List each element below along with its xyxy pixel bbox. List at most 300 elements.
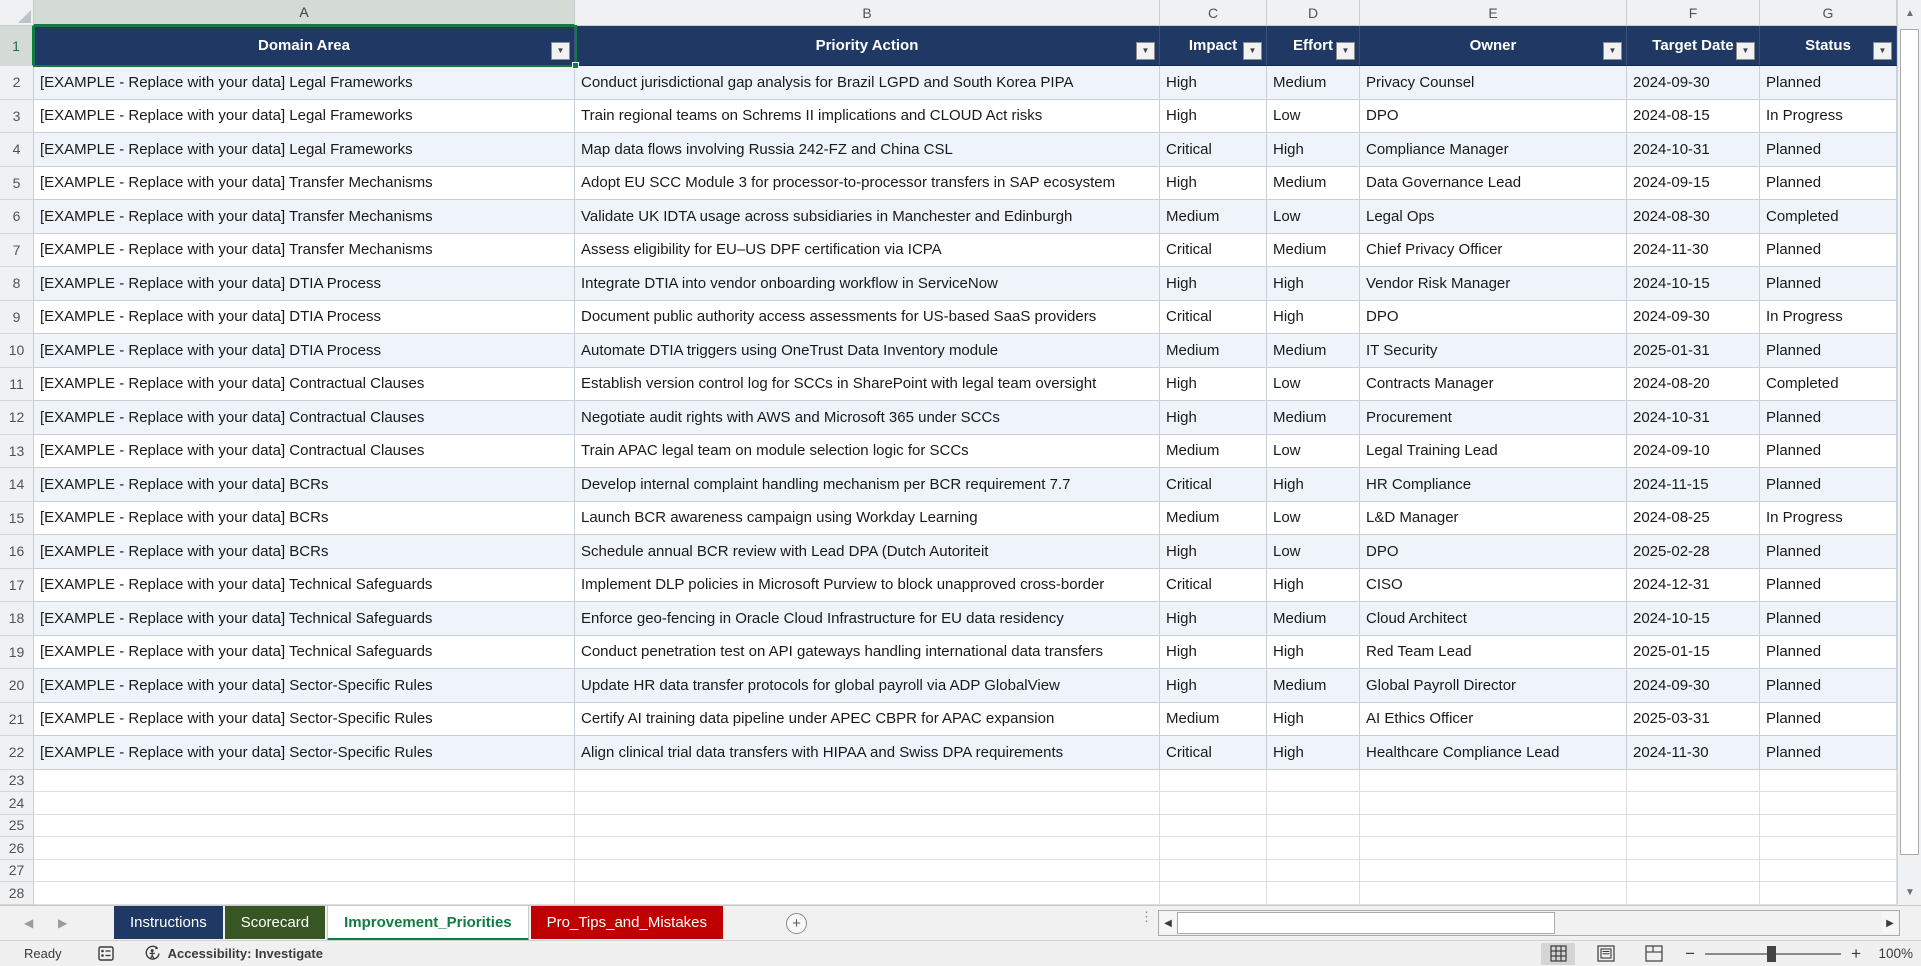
zoom-out-button[interactable]: −: [1685, 944, 1696, 963]
data-cell[interactable]: Legal Ops: [1360, 200, 1627, 234]
row-header-22[interactable]: 22: [0, 736, 34, 770]
empty-cell[interactable]: [1627, 770, 1760, 793]
empty-cell[interactable]: [1267, 860, 1360, 883]
data-cell[interactable]: [EXAMPLE - Replace with your data] Legal Frameworks: [34, 100, 575, 134]
tab-scroll-left-icon[interactable]: ◀: [24, 916, 34, 930]
data-cell[interactable]: [EXAMPLE - Replace with your data] Sector-Specific Rules: [34, 736, 575, 770]
row-header-20[interactable]: 20: [0, 669, 34, 703]
row-header-24[interactable]: 24: [0, 792, 34, 815]
data-cell[interactable]: High: [1267, 133, 1360, 167]
data-cell[interactable]: Low: [1267, 200, 1360, 234]
data-cell[interactable]: Planned: [1760, 435, 1897, 469]
data-cell[interactable]: [EXAMPLE - Replace with your data] Sector-Specific Rules: [34, 669, 575, 703]
empty-cell[interactable]: [1627, 837, 1760, 860]
data-cell[interactable]: Planned: [1760, 636, 1897, 670]
row-header-1[interactable]: 1: [0, 26, 34, 66]
data-cell[interactable]: [EXAMPLE - Replace with your data] Technical Safeguards: [34, 602, 575, 636]
empty-cell[interactable]: [1627, 792, 1760, 815]
data-cell[interactable]: Planned: [1760, 703, 1897, 737]
column-header-G[interactable]: G: [1760, 0, 1897, 26]
data-cell[interactable]: High: [1267, 468, 1360, 502]
data-cell[interactable]: Medium: [1267, 401, 1360, 435]
scroll-up-arrow-icon[interactable]: ▲: [1899, 1, 1921, 25]
empty-row: [0, 860, 1897, 883]
header-cell-target-date[interactable]: Target Date ▼: [1627, 26, 1760, 66]
data-cell[interactable]: Planned: [1760, 234, 1897, 268]
scroll-right-arrow-icon[interactable]: ▶: [1882, 912, 1898, 934]
row-header-3[interactable]: 3: [0, 100, 34, 134]
data-cell[interactable]: DPO: [1360, 535, 1627, 569]
table-row: [0, 569, 1897, 603]
data-cell[interactable]: HR Compliance: [1360, 468, 1627, 502]
data-cell[interactable]: L&D Manager: [1360, 502, 1627, 536]
row-header-9[interactable]: 9: [0, 301, 34, 335]
data-cell[interactable]: 2025-03-31: [1627, 703, 1760, 737]
column-header-C[interactable]: C: [1160, 0, 1267, 26]
filter-dropdown-button[interactable]: [1736, 42, 1755, 60]
macro-record-icon[interactable]: [98, 946, 115, 962]
data-cell[interactable]: Completed: [1760, 368, 1897, 402]
data-cell[interactable]: [EXAMPLE - Replace with your data] Transfer Mechanisms: [34, 200, 575, 234]
row-header-2[interactable]: 2: [0, 66, 34, 100]
empty-cell[interactable]: [575, 882, 1160, 905]
row-header-26[interactable]: 26: [0, 837, 34, 860]
data-cell[interactable]: Update HR data transfer protocols for global payroll via ADP GlobalView: [575, 669, 1160, 703]
data-cell[interactable]: [EXAMPLE - Replace with your data] Technical Safeguards: [34, 636, 575, 670]
data-cell[interactable]: Critical: [1160, 569, 1267, 603]
data-cell[interactable]: Medium: [1267, 669, 1360, 703]
data-cell[interactable]: Medium: [1267, 334, 1360, 368]
data-cell[interactable]: Document public authority access assessments for US-based SaaS providers: [575, 301, 1160, 335]
filter-arrow-icon: ▼: [1608, 46, 1617, 55]
empty-cell[interactable]: [1760, 860, 1897, 883]
data-cell[interactable]: High: [1267, 569, 1360, 603]
data-cell[interactable]: High: [1160, 100, 1267, 134]
sheet-tab-instructions[interactable]: Instructions: [114, 906, 223, 939]
data-cell[interactable]: [EXAMPLE - Replace with your data] BCRs: [34, 468, 575, 502]
data-cell[interactable]: [EXAMPLE - Replace with your data] BCRs: [34, 502, 575, 536]
data-cell[interactable]: 2024-11-30: [1627, 234, 1760, 268]
data-cell[interactable]: [EXAMPLE - Replace with your data] Legal Frameworks: [34, 66, 575, 100]
data-cell[interactable]: IT Security: [1360, 334, 1627, 368]
empty-cell[interactable]: [1267, 770, 1360, 793]
filter-arrow-icon: ▼: [556, 46, 565, 55]
data-cell[interactable]: Develop internal complaint handling mechanism per BCR requirement 7.7: [575, 468, 1160, 502]
data-cell[interactable]: Medium: [1267, 602, 1360, 636]
data-cell[interactable]: 2025-01-15: [1627, 636, 1760, 670]
data-cell[interactable]: High: [1160, 167, 1267, 201]
row-header-27[interactable]: 27: [0, 860, 34, 883]
page-break-preview-button[interactable]: [1637, 943, 1671, 965]
empty-cell[interactable]: [1760, 882, 1897, 905]
data-cell[interactable]: In Progress: [1760, 301, 1897, 335]
empty-cell[interactable]: [1627, 815, 1760, 838]
header-cell-impact[interactable]: Impact ▼: [1160, 26, 1267, 66]
sheet-tab-scorecard[interactable]: Scorecard: [225, 906, 325, 939]
table-row: [0, 100, 1897, 134]
header-cell-owner[interactable]: Owner ▼: [1360, 26, 1627, 66]
empty-cell[interactable]: [34, 837, 575, 860]
header-cell-domain-area[interactable]: Domain Area ▼: [34, 26, 575, 66]
empty-cell[interactable]: [34, 770, 575, 793]
empty-cell[interactable]: [1360, 837, 1627, 860]
empty-cell[interactable]: [1360, 860, 1627, 883]
data-cell[interactable]: High: [1267, 636, 1360, 670]
data-cell[interactable]: 2024-09-10: [1627, 435, 1760, 469]
data-cell[interactable]: 2024-11-30: [1627, 736, 1760, 770]
row-header-6[interactable]: 6: [0, 200, 34, 234]
tab-splitter-grip[interactable]: ⋮: [1140, 909, 1153, 924]
data-cell[interactable]: Critical: [1160, 736, 1267, 770]
data-cell[interactable]: Launch BCR awareness campaign using Workday Learning: [575, 502, 1160, 536]
data-cell[interactable]: Planned: [1760, 535, 1897, 569]
data-cell[interactable]: 2024-08-30: [1627, 200, 1760, 234]
data-cell[interactable]: Automate DTIA triggers using OneTrust Data Inventory module: [575, 334, 1160, 368]
empty-cell[interactable]: [1360, 770, 1627, 793]
data-cell[interactable]: Low: [1267, 502, 1360, 536]
data-cell[interactable]: Medium: [1160, 334, 1267, 368]
data-cell[interactable]: [EXAMPLE - Replace with your data] Contractual Clauses: [34, 368, 575, 402]
data-cell[interactable]: Planned: [1760, 133, 1897, 167]
header-cell-priority-action[interactable]: Priority Action ▼: [575, 26, 1160, 66]
data-cell[interactable]: Global Payroll Director: [1360, 669, 1627, 703]
filter-arrow-icon: ▼: [1341, 46, 1350, 55]
data-cell[interactable]: Integrate DTIA into vendor onboarding workflow in ServiceNow: [575, 267, 1160, 301]
data-cell[interactable]: Low: [1267, 368, 1360, 402]
empty-cell[interactable]: [1760, 837, 1897, 860]
column-headers: [0, 0, 1897, 26]
zoom-in-button[interactable]: +: [1851, 944, 1861, 963]
scroll-down-arrow-icon[interactable]: ▼: [1899, 880, 1921, 904]
data-cell[interactable]: [EXAMPLE - Replace with your data] Sector-Specific Rules: [34, 703, 575, 737]
data-cell[interactable]: Medium: [1160, 703, 1267, 737]
data-cell[interactable]: Low: [1267, 100, 1360, 134]
empty-cell[interactable]: [575, 837, 1160, 860]
data-cell[interactable]: Planned: [1760, 468, 1897, 502]
data-cell[interactable]: High: [1160, 267, 1267, 301]
column-header-E[interactable]: E: [1360, 0, 1627, 26]
vertical-scrollbar[interactable]: [1897, 0, 1921, 905]
filter-dropdown-button[interactable]: [551, 42, 570, 60]
data-cell[interactable]: Planned: [1760, 569, 1897, 603]
horizontal-scrollbar[interactable]: [1158, 910, 1900, 936]
empty-cell[interactable]: [575, 792, 1160, 815]
table-row: [0, 669, 1897, 703]
row-header-19[interactable]: 19: [0, 636, 34, 670]
data-cell[interactable]: [EXAMPLE - Replace with your data] BCRs: [34, 535, 575, 569]
data-cell[interactable]: Implement DLP policies in Microsoft Purview to block unapproved cross-border: [575, 569, 1160, 603]
data-cell[interactable]: [EXAMPLE - Replace with your data] Contractual Clauses: [34, 401, 575, 435]
empty-cell[interactable]: [1627, 860, 1760, 883]
row-header-10[interactable]: 10: [0, 334, 34, 368]
data-cell[interactable]: High: [1160, 535, 1267, 569]
data-cell[interactable]: Critical: [1160, 468, 1267, 502]
data-cell[interactable]: Planned: [1760, 334, 1897, 368]
empty-cell[interactable]: [1160, 882, 1267, 905]
data-cell[interactable]: Enforce geo-fencing in Oracle Cloud Infrastructure for EU data residency: [575, 602, 1160, 636]
data-cell[interactable]: Vendor Risk Manager: [1360, 267, 1627, 301]
data-cell[interactable]: Legal Training Lead: [1360, 435, 1627, 469]
data-cell[interactable]: In Progress: [1760, 100, 1897, 134]
data-cell[interactable]: High: [1267, 301, 1360, 335]
data-cell[interactable]: [EXAMPLE - Replace with your data] DTIA Process: [34, 334, 575, 368]
data-cell[interactable]: Chief Privacy Officer: [1360, 234, 1627, 268]
data-cell[interactable]: High: [1267, 703, 1360, 737]
row-header-28[interactable]: 28: [0, 882, 34, 905]
filter-dropdown-button[interactable]: [1243, 42, 1262, 60]
zoom-level[interactable]: 100%: [1878, 946, 1913, 961]
data-cell[interactable]: [EXAMPLE - Replace with your data] Contractual Clauses: [34, 435, 575, 469]
data-cell[interactable]: 2024-10-31: [1627, 401, 1760, 435]
data-cell[interactable]: Medium: [1160, 502, 1267, 536]
row-header-17[interactable]: 17: [0, 569, 34, 603]
row-header-14[interactable]: 14: [0, 468, 34, 502]
data-cell[interactable]: Compliance Manager: [1360, 133, 1627, 167]
empty-row: [0, 792, 1897, 815]
data-cell[interactable]: 2024-09-30: [1627, 669, 1760, 703]
empty-cell[interactable]: [1760, 770, 1897, 793]
data-cell[interactable]: Completed: [1760, 200, 1897, 234]
empty-cell[interactable]: [34, 792, 575, 815]
data-cell[interactable]: 2024-10-15: [1627, 267, 1760, 301]
row-header-15[interactable]: 15: [0, 502, 34, 536]
ready-status: Ready: [24, 946, 62, 961]
row-header-16[interactable]: 16: [0, 535, 34, 569]
data-cell[interactable]: Planned: [1760, 401, 1897, 435]
data-cell[interactable]: High: [1160, 602, 1267, 636]
data-cell[interactable]: High: [1160, 669, 1267, 703]
tab-scroll-right-icon[interactable]: ▶: [58, 916, 68, 930]
row-header-7[interactable]: 7: [0, 234, 34, 268]
accessibility-status[interactable]: [143, 945, 323, 962]
data-cell[interactable]: AI Ethics Officer: [1360, 703, 1627, 737]
empty-cell[interactable]: [1160, 837, 1267, 860]
normal-view-button[interactable]: [1541, 943, 1575, 965]
data-cell[interactable]: 2024-08-20: [1627, 368, 1760, 402]
empty-cell[interactable]: [1760, 792, 1897, 815]
data-cell[interactable]: Planned: [1760, 267, 1897, 301]
data-cell[interactable]: Map data flows involving Russia 242-FZ and China CSL: [575, 133, 1160, 167]
table-row: [0, 502, 1897, 536]
empty-cell[interactable]: [1760, 815, 1897, 838]
empty-cell[interactable]: [1360, 815, 1627, 838]
data-cell[interactable]: Cloud Architect: [1360, 602, 1627, 636]
empty-cell[interactable]: [575, 770, 1160, 793]
row-header-23[interactable]: 23: [0, 770, 34, 793]
row-header-21[interactable]: 21: [0, 703, 34, 737]
data-cell[interactable]: Conduct penetration test on API gateways handling international data transfers: [575, 636, 1160, 670]
data-cell[interactable]: Medium: [1267, 234, 1360, 268]
empty-cell[interactable]: [1627, 882, 1760, 905]
empty-cell[interactable]: [1267, 882, 1360, 905]
empty-row: [0, 882, 1897, 905]
accessibility-label: Accessibility: Investigate: [167, 946, 323, 961]
data-cell[interactable]: Validate UK IDTA usage across subsidiaries in Manchester and Edinburgh: [575, 200, 1160, 234]
vertical-scrollbar-thumb[interactable]: [1900, 29, 1919, 855]
status-bar-right: [1541, 943, 1913, 965]
row-header-8[interactable]: 8: [0, 267, 34, 301]
data-cell[interactable]: 2025-01-31: [1627, 334, 1760, 368]
table-row: [0, 468, 1897, 502]
data-cell[interactable]: Train APAC legal team on module selection logic for SCCs: [575, 435, 1160, 469]
table-row: [0, 267, 1897, 301]
empty-cell[interactable]: [1267, 815, 1360, 838]
filter-dropdown-button[interactable]: [1873, 42, 1892, 60]
row-header-12[interactable]: 12: [0, 401, 34, 435]
data-cell[interactable]: 2024-08-15: [1627, 100, 1760, 134]
data-cell[interactable]: In Progress: [1760, 502, 1897, 536]
zoom-slider-thumb[interactable]: [1767, 946, 1776, 962]
header-cell-status[interactable]: Status ▼: [1760, 26, 1897, 66]
data-cell[interactable]: 2024-08-25: [1627, 502, 1760, 536]
data-cell[interactable]: Critical: [1160, 133, 1267, 167]
table-row: [0, 334, 1897, 368]
filter-dropdown-button[interactable]: [1136, 42, 1155, 60]
data-cell[interactable]: 2024-10-31: [1627, 133, 1760, 167]
data-cell[interactable]: Conduct jurisdictional gap analysis for Brazil LGPD and South Korea PIPA: [575, 66, 1160, 100]
data-cell[interactable]: [EXAMPLE - Replace with your data] DTIA Process: [34, 267, 575, 301]
data-cell[interactable]: DPO: [1360, 100, 1627, 134]
zoom-slider[interactable]: [1705, 946, 1841, 962]
empty-cell[interactable]: [34, 815, 575, 838]
data-cell[interactable]: Critical: [1160, 234, 1267, 268]
data-cell[interactable]: Establish version control log for SCCs in SharePoint with legal team oversight: [575, 368, 1160, 402]
data-cell[interactable]: Adopt EU SCC Module 3 for processor-to-processor transfers in SAP ecosystem: [575, 167, 1160, 201]
data-cell[interactable]: Planned: [1760, 167, 1897, 201]
table-row: [0, 435, 1897, 469]
empty-cell[interactable]: [1360, 882, 1627, 905]
empty-cell[interactable]: [575, 815, 1160, 838]
data-cell[interactable]: DPO: [1360, 301, 1627, 335]
table-row: [0, 703, 1897, 737]
data-cell[interactable]: Planned: [1760, 602, 1897, 636]
data-cell[interactable]: 2024-09-30: [1627, 301, 1760, 335]
table-row: [0, 401, 1897, 435]
data-cell[interactable]: [EXAMPLE - Replace with your data] Transfer Mechanisms: [34, 167, 575, 201]
data-cell[interactable]: Certify AI training data pipeline under APEC CBPR for APAC expansion: [575, 703, 1160, 737]
data-cell[interactable]: Privacy Counsel: [1360, 66, 1627, 100]
accessibility-icon: [143, 945, 162, 962]
data-cell[interactable]: High: [1160, 368, 1267, 402]
empty-cell[interactable]: [34, 882, 575, 905]
data-cell[interactable]: Procurement: [1360, 401, 1627, 435]
select-all-corner[interactable]: [0, 0, 34, 26]
column-header-B[interactable]: B: [575, 0, 1160, 26]
data-cell[interactable]: Assess eligibility for EU–US DPF certification via ICPA: [575, 234, 1160, 268]
header-cell-effort[interactable]: Effort ▼: [1267, 26, 1360, 66]
data-cell[interactable]: [EXAMPLE - Replace with your data] Technical Safeguards: [34, 569, 575, 603]
spreadsheet-grid: [0, 26, 1897, 905]
data-cell[interactable]: Medium: [1267, 167, 1360, 201]
data-cell[interactable]: 2024-09-30: [1627, 66, 1760, 100]
empty-row: [0, 815, 1897, 838]
column-header-A[interactable]: A: [34, 0, 575, 26]
sheet-tab-pro_tips_and_mistakes[interactable]: Pro_Tips_and_Mistakes: [531, 906, 723, 939]
empty-cell[interactable]: [1267, 837, 1360, 860]
data-cell[interactable]: Red Team Lead: [1360, 636, 1627, 670]
data-cell[interactable]: Planned: [1760, 736, 1897, 770]
empty-cell[interactable]: [575, 860, 1160, 883]
empty-cell[interactable]: [1160, 770, 1267, 793]
data-cell[interactable]: Train regional teams on Schrems II implications and CLOUD Act risks: [575, 100, 1160, 134]
table-row: [0, 200, 1897, 234]
table-row: [0, 636, 1897, 670]
data-cell[interactable]: CISO: [1360, 569, 1627, 603]
data-cell[interactable]: [EXAMPLE - Replace with your data] Transfer Mechanisms: [34, 234, 575, 268]
data-cell[interactable]: Critical: [1160, 301, 1267, 335]
data-cell[interactable]: Healthcare Compliance Lead: [1360, 736, 1627, 770]
column-header-D[interactable]: D: [1267, 0, 1360, 26]
data-cell[interactable]: Negotiate audit rights with AWS and Microsoft 365 under SCCs: [575, 401, 1160, 435]
data-cell[interactable]: 2025-02-28: [1627, 535, 1760, 569]
empty-cell[interactable]: [1160, 792, 1267, 815]
empty-cell[interactable]: [34, 860, 575, 883]
filter-dropdown-button[interactable]: [1336, 42, 1355, 60]
row-header-25[interactable]: 25: [0, 815, 34, 838]
sheet-tab-strip: [0, 905, 1921, 940]
empty-cell[interactable]: [1267, 792, 1360, 815]
data-cell[interactable]: High: [1267, 267, 1360, 301]
row-header-18[interactable]: 18: [0, 602, 34, 636]
sheet-tab-improvement_priorities[interactable]: Improvement_Priorities: [327, 906, 529, 941]
data-cell[interactable]: Medium: [1160, 435, 1267, 469]
data-cell[interactable]: 2024-10-15: [1627, 602, 1760, 636]
table-row: [0, 66, 1897, 100]
data-cell[interactable]: High: [1160, 66, 1267, 100]
data-cell[interactable]: Data Governance Lead: [1360, 167, 1627, 201]
status-bar: [0, 940, 1921, 966]
data-cell[interactable]: [EXAMPLE - Replace with your data] DTIA Process: [34, 301, 575, 335]
empty-cell[interactable]: [1360, 792, 1627, 815]
data-cell[interactable]: Low: [1267, 535, 1360, 569]
data-cell[interactable]: High: [1160, 401, 1267, 435]
filter-arrow-icon: ▼: [1248, 46, 1257, 55]
empty-cell[interactable]: [1160, 860, 1267, 883]
data-cell[interactable]: Contracts Manager: [1360, 368, 1627, 402]
data-cell[interactable]: Schedule annual BCR review with Lead DPA (Dutch Autoriteit: [575, 535, 1160, 569]
row-header-13[interactable]: 13: [0, 435, 34, 469]
data-cell[interactable]: Medium: [1267, 66, 1360, 100]
table-row: [0, 736, 1897, 770]
row-header-4[interactable]: 4: [0, 133, 34, 167]
filter-dropdown-button[interactable]: [1603, 42, 1622, 60]
column-header-F[interactable]: F: [1627, 0, 1760, 26]
data-cell[interactable]: Low: [1267, 435, 1360, 469]
data-cell[interactable]: 2024-09-15: [1627, 167, 1760, 201]
page-layout-view-button[interactable]: [1589, 943, 1623, 965]
filter-arrow-icon: ▼: [1141, 46, 1150, 55]
empty-row: [0, 837, 1897, 860]
new-sheet-button[interactable]: +: [786, 913, 807, 934]
row-header-5[interactable]: 5: [0, 167, 34, 201]
data-cell[interactable]: Planned: [1760, 66, 1897, 100]
empty-cell[interactable]: [1160, 815, 1267, 838]
scroll-left-arrow-icon[interactable]: ◀: [1160, 912, 1176, 934]
row-header-11[interactable]: 11: [0, 368, 34, 402]
horizontal-scrollbar-thumb[interactable]: [1177, 912, 1555, 934]
data-cell[interactable]: Align clinical trial data transfers with HIPAA and Swiss DPA requirements: [575, 736, 1160, 770]
filter-arrow-icon: ▼: [1741, 46, 1750, 55]
data-cell[interactable]: 2024-11-15: [1627, 468, 1760, 502]
data-cell[interactable]: Planned: [1760, 669, 1897, 703]
data-cell[interactable]: [EXAMPLE - Replace with your data] Legal Frameworks: [34, 133, 575, 167]
zoom-controls: [1685, 945, 1913, 962]
data-cell[interactable]: High: [1160, 636, 1267, 670]
data-cell[interactable]: High: [1267, 736, 1360, 770]
data-cell[interactable]: Medium: [1160, 200, 1267, 234]
table-row: [0, 535, 1897, 569]
data-cell[interactable]: 2024-12-31: [1627, 569, 1760, 603]
